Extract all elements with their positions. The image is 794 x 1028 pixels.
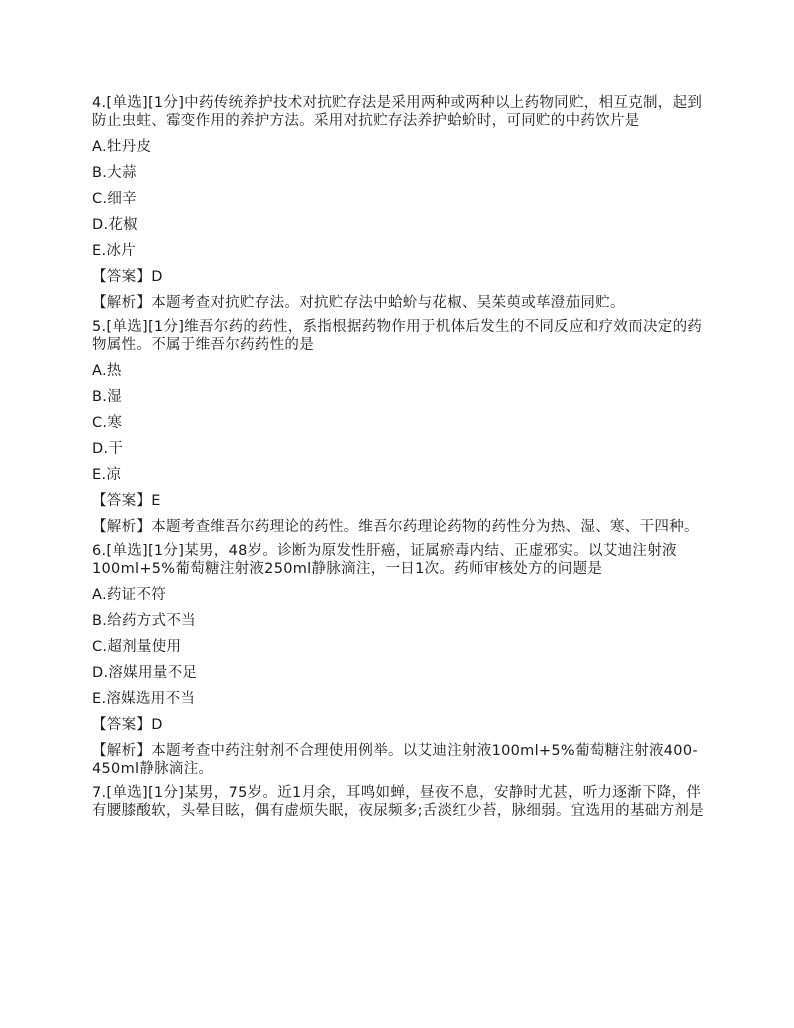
analysis: 【解析】本题考查维吾尔药理论的药性。维吾尔药理论药物的药性分为热、湿、寒、干四种。: [92, 519, 699, 535]
question-stem: 5.[单选][1分]维吾尔药的药性，系指根据药物作用于机体后发生的不同反应和疗效而决定的药物属性。不属于维吾尔药药性的是: [92, 319, 703, 353]
question-stem: 7.[单选][1分]某男，75岁。近1月余，耳鸣如蝉，昼夜不息，安静时尤甚，听力逐渐下降，伴有腰膝酸软，头晕目眩，偶有虚烦失眠，夜尿频多;舌淡红少苔，脉细弱。宜选用的基础方剂是: [92, 785, 704, 819]
answer: 【答案】D: [92, 269, 163, 285]
option-b: B.湿: [92, 389, 122, 405]
option-c: C.细辛: [92, 191, 137, 207]
option-a: A.药证不符: [92, 587, 167, 603]
option-a: A.热: [92, 363, 122, 379]
option-b: B.给药方式不当: [92, 613, 196, 629]
option-c: C.超剂量使用: [92, 639, 182, 655]
option-e: E.溶媒选用不当: [92, 691, 196, 707]
analysis: 【解析】本题考查中药注射剂不合理使用例举。以艾迪注射液100ml+5%葡萄糖注射液400-450ml静脉滴注。: [92, 743, 698, 777]
question-stem: 6.[单选][1分]某男，48岁。诊断为原发性肝癌，证属瘀毒内结、正虚邪实。以艾迪注射液100ml+5%葡萄糖注射液250ml静脉滴注，一日1次。药师审核处方的问题是: [92, 543, 677, 577]
answer: 【答案】D: [92, 717, 163, 733]
option-e: E.凉: [92, 467, 122, 483]
question-4: [92, 94, 712, 312]
question-5: [92, 318, 712, 536]
question-6: [92, 542, 712, 778]
option-d: D.溶媒用量不足: [92, 665, 198, 681]
option-e: E.冰片: [92, 243, 136, 259]
document-page: [92, 94, 712, 828]
answer: 【答案】E: [92, 493, 161, 509]
option-b: B.大蒜: [92, 165, 137, 181]
option-d: D.花椒: [92, 217, 138, 233]
analysis: 【解析】本题考查对抗贮存法。对抗贮存法中蛤蚧与花椒、吴茱萸或荜澄茄同贮。: [92, 295, 625, 311]
question-7: [92, 784, 712, 820]
option-c: C.寒: [92, 415, 123, 431]
option-d: D.干: [92, 441, 124, 457]
option-a: A.牡丹皮: [92, 139, 152, 155]
question-stem: 4.[单选][1分]中药传统养护技术对抗贮存法是采用两种或两种以上药物同贮，相互克制，起到防止虫蛀、霉变作用的养护方法。采用对抗贮存法养护蛤蚧时，可同贮的中药饮片是: [92, 95, 703, 129]
